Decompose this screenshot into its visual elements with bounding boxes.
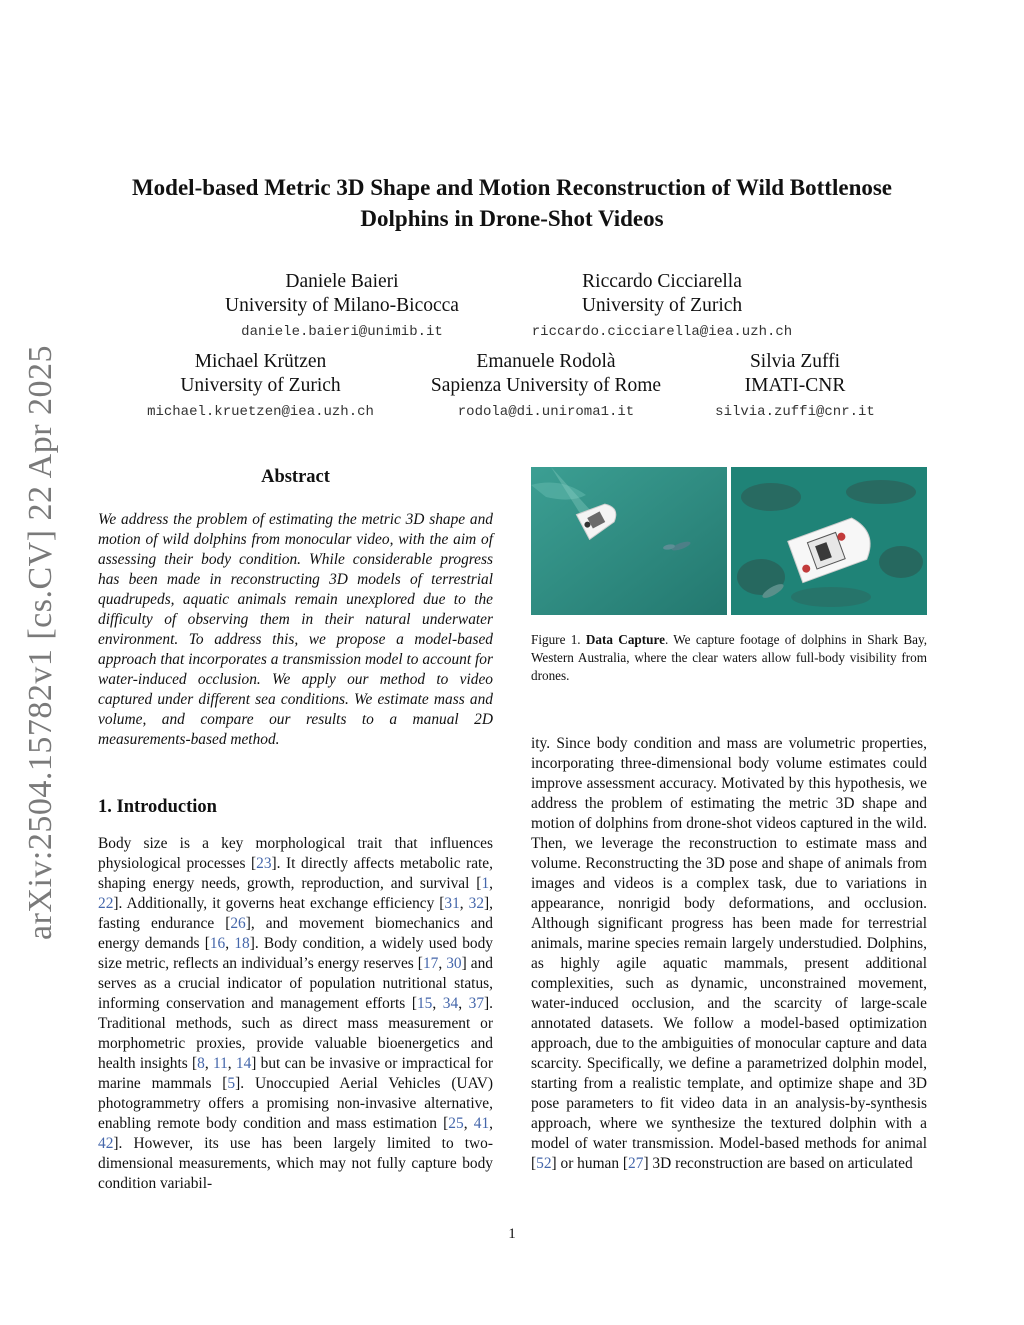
- citation-link[interactable]: 31: [444, 895, 460, 912]
- author-email[interactable]: silvia.zuffi@cnr.it: [715, 404, 875, 420]
- author-block: [138, 350, 383, 424]
- author-email[interactable]: riccardo.cicciarella@iea.uzh.ch: [531, 324, 793, 340]
- figure-1-caption: [531, 631, 927, 685]
- paragraph-text: ] or human [: [551, 1155, 629, 1172]
- citation-link[interactable]: 41: [473, 1115, 490, 1132]
- paragraph-text: ], fasting endurance [: [98, 895, 493, 932]
- citation-link[interactable]: 5: [227, 1075, 236, 1092]
- figure-label: Figure 1.: [531, 632, 581, 647]
- figure-caption-text: . We capture footage of dolphins in Shark Bay, Western Australia, where the clear waters allow full-body visibility from drones.: [531, 632, 928, 683]
- citation-link[interactable]: 11: [212, 1055, 228, 1072]
- citation-link[interactable]: 34: [442, 995, 459, 1012]
- paragraph-text: ], and movement biomechanics and energy demands [: [98, 915, 493, 952]
- paragraph-text: ,: [227, 1055, 236, 1072]
- paragraph-text: ,: [225, 935, 235, 952]
- figure-1: [531, 467, 927, 615]
- paragraph-text: ]. It directly affects metabolic rate, shaping energy needs, growth, reproduction, and survival [: [98, 855, 493, 892]
- citation-link[interactable]: 8: [197, 1055, 205, 1072]
- title-line-1: Model-based Metric 3D Shape and Motion Reconstruction of Wild Bottlenose: [131, 175, 893, 200]
- paragraph-text: ]. Body condition, a widely used body size metric, reflects an individual’s energy reserves [: [98, 935, 493, 972]
- author-name: Emanuele Rodolà: [476, 351, 616, 372]
- citation-link[interactable]: 18: [234, 935, 250, 952]
- citation-link[interactable]: 15: [416, 995, 433, 1012]
- paragraph-text: ,: [438, 955, 447, 972]
- paragraph-text: ]. Traditional methods, such as direct mass measurement or morphometric proxies, provide valuable bioenergetics and health insights [: [98, 995, 493, 1072]
- author-affiliation: University of Zurich: [180, 375, 341, 396]
- abstract-heading: Abstract: [261, 467, 330, 487]
- citation-link[interactable]: 16: [209, 935, 226, 952]
- paragraph-text: ,: [463, 1115, 474, 1132]
- author-block: [426, 350, 666, 424]
- citation-link[interactable]: 30: [446, 955, 462, 972]
- author-name: Michael Krützen: [194, 351, 327, 372]
- introduction-continuation: [531, 734, 927, 1174]
- author-name: Daniele Baieri: [285, 271, 399, 292]
- author-affiliation: University of Milano-Bicocca: [225, 295, 459, 316]
- author-affiliation: Sapienza University of Rome: [430, 375, 662, 396]
- page-number: 1: [508, 1226, 516, 1242]
- paragraph-text: ,: [459, 895, 469, 912]
- author-email[interactable]: daniele.baieri@unimib.it: [241, 324, 443, 340]
- citation-link[interactable]: 27: [628, 1155, 644, 1172]
- author-name: Riccardo Cicciarella: [582, 271, 742, 292]
- abstract-body: We address the problem of estimating the metric 3D shape and motion of wild dolphins from monocular video, with the aim of assessing their body condition. While considerable progress has been made in reconstructing 3D models of terrestrial quadrupeds, aquatic animals remain unexplored due to the difficulty of observing them in their natural underwater environment. To address this, we propose a model-based approach that incorporates a transmission model to account for water-induced occlusion. We apply our method to video captured under different sea conditions. We estimate mass and volume, and compare our results to a manual 2D measurements-based method.: [98, 511, 493, 748]
- paragraph-text: ]. Unoccupied Aerial Vehicles (UAV) photogrammetry offers a promising non-invasive alternative, enabling remote body condition and mass estimation [: [98, 1075, 493, 1132]
- paragraph-text: ,: [489, 875, 493, 892]
- citation-link[interactable]: 1: [481, 875, 490, 892]
- citation-link[interactable]: 52: [536, 1155, 552, 1172]
- author-block: [222, 270, 462, 344]
- author-email[interactable]: rodola@di.uniroma1.it: [457, 404, 635, 420]
- citation-link[interactable]: 32: [468, 895, 485, 912]
- author-name: Silvia Zuffi: [749, 351, 841, 372]
- citation-link[interactable]: 22: [98, 895, 114, 912]
- citation-link[interactable]: 42: [98, 1135, 114, 1152]
- citation-link[interactable]: 37: [468, 995, 485, 1012]
- author-affiliation: IMATI-CNR: [744, 375, 846, 396]
- figure-caption-title: Data Capture: [585, 632, 665, 647]
- drone-photo-boat-closeup: [731, 467, 927, 615]
- citation-link[interactable]: 26: [230, 915, 246, 932]
- author-email[interactable]: michael.kruetzen@iea.uzh.ch: [147, 404, 374, 420]
- author-block: [522, 270, 802, 344]
- author-block: [706, 350, 884, 424]
- paragraph-text: ] but can be invasive or impractical for marine mammals [: [98, 1055, 494, 1092]
- introduction-body: [98, 834, 493, 1194]
- paragraph-text: ,: [432, 995, 443, 1012]
- paragraph-text: ity. Since body condition and mass are volumetric properties, incorporating three-dimensional body volume estimates could improve assessment accuracy. Motivated by this hypothesis, we address the problem of estimating the metric 3D shape and motion of dolphins from drone-shot videos captured in the wild. Then, we leverage the reconstruction to estimate mass and volume. Reconstructing the 3D pose and shape of animals from images and videos is a complex task, due to variations in appearance, nonrigid body deformations, and occlusion. Although significant progress has been made for terrestrial animals, marine species remain largely understudied. Dolphins, as highly agile aquatic mammals, present additional complexities, such as dynamic, unconstrained movement, water-induced occlusion, and the scarcity of large-scale annotated datasets. We follow a model-based optimization approach, due to the ambiguities of monocular capture and data scarcity. Specifically, we define a parametrized dolphin model, starting from a realistic template, and optimize shape and 3D pose parameters to fit video data in an analysis-by-synthesis approach, where we synthesize the textured dolphin with a model of water transmission. Model-based methods for animal [: [531, 735, 927, 1172]
- citation-link[interactable]: 14: [235, 1055, 252, 1072]
- paragraph-text: ]. However, its use has been largely limited to two-dimensional measurements, which may not fully capture body condition variabil-: [98, 1135, 493, 1192]
- section-heading-introduction: 1. Introduction: [98, 797, 217, 817]
- author-affiliation: University of Zurich: [581, 295, 743, 316]
- citation-link[interactable]: 23: [256, 855, 272, 872]
- paragraph-text: ] and serves as a crucial indicator of population nutritional status, informing conservation and management efforts [: [98, 955, 493, 1012]
- paragraph-text: ] 3D reconstruction are based on articulated: [643, 1155, 913, 1172]
- paragraph-text: ,: [489, 1115, 493, 1132]
- citation-link[interactable]: 25: [448, 1115, 464, 1132]
- paragraph-text: ,: [204, 1055, 213, 1072]
- paragraph-text: ,: [458, 995, 469, 1012]
- paragraph-text: ]. Additionally, it governs heat exchange efficiency [: [113, 895, 445, 912]
- arxiv-identifier: arXiv:2504.15782v1 [cs.CV] 22 Apr 2025: [22, 344, 59, 940]
- paragraph-text: Body size is a key morphological trait that influences physiological processes [: [98, 835, 493, 872]
- drone-photo-boat-and-dolphins: [531, 467, 727, 615]
- citation-link[interactable]: 17: [422, 955, 439, 972]
- title-line-2: Dolphins in Drone-Shot Videos: [360, 206, 664, 231]
- paper-title: [90, 172, 934, 234]
